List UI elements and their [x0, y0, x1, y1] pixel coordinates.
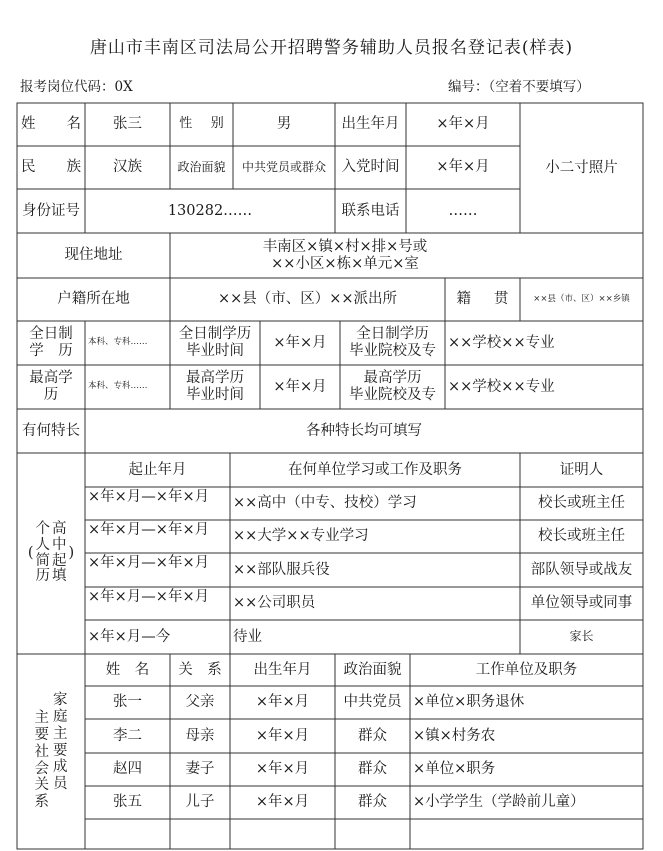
politics-label: 政治面貌 [177, 159, 226, 174]
family-birth: ×年×月 [255, 694, 310, 711]
resume-period: ×年×月—×年×月 [88, 522, 210, 538]
family-politics: 群众 [358, 761, 387, 778]
party-date-label: 入党时间 [341, 159, 400, 176]
native-label: 籍 贯 [456, 291, 509, 308]
family-name: 张一 [113, 694, 142, 711]
resume-unit: ××高中（中专、技校）学习 [233, 495, 417, 512]
name-value: 张三 [113, 116, 142, 133]
resume-unit: 待业 [233, 628, 262, 645]
hukou-value: ××县（市、区）××派出所 [217, 291, 398, 308]
gender-value: 男 [276, 116, 292, 133]
phone-label: 联系电话 [341, 202, 400, 219]
family-work: ×小学学生（学龄前儿童） [413, 794, 585, 811]
family-side-label: 主 要 社 会 关 系 家 庭 主 要 成 员 [34, 692, 68, 810]
resume-unit: ××公司职员 [233, 595, 316, 612]
family-birth: ×年×月 [255, 727, 310, 744]
family-politics: 群众 [358, 727, 387, 744]
family-birth: ×年×月 [255, 794, 310, 811]
resume-header-unit: 在何单位学习或工作及职务 [288, 461, 462, 478]
resume-witness: 单位领导或同事 [530, 595, 633, 612]
family-header-work: 工作单位及职务 [475, 661, 578, 678]
highest-school-label: 最高学历 毕业院校及专 [349, 370, 436, 403]
party-date-value: ×年×月 [436, 159, 490, 176]
family-relation: 儿子 [185, 794, 215, 811]
native-value: ××县（市、区）××乡镇 [533, 293, 630, 304]
resume-period: ×年×月—今 [88, 628, 171, 645]
resume-witness: 家长 [569, 629, 594, 644]
birth-label: 出生年月 [341, 116, 400, 133]
family-work: ×单位×职务退休 [413, 694, 525, 711]
fulltime-grad-label: 全日制学历 毕业时间 [178, 326, 252, 359]
fulltime-edu-label: 全日制 学 历 [29, 326, 73, 359]
family-relation: 父亲 [185, 694, 215, 711]
position-code: 报考岗位代码：0X [20, 79, 133, 95]
skills-label: 有何特长 [22, 422, 80, 439]
fulltime-edu-value: 本科、专科…… [88, 337, 148, 348]
resume-witness: 校长或班主任 [538, 495, 625, 512]
resume-period: ×年×月—×年×月 [88, 489, 210, 505]
phone-value: …… [448, 202, 478, 219]
name-label: 姓 名 [21, 116, 81, 133]
family-header-relation: 关 系 [178, 661, 222, 678]
ethnic-label: 民 族 [21, 159, 81, 176]
id-value: 130282…… [167, 202, 253, 219]
resume-period: ×年×月—×年×月 [88, 589, 210, 605]
resume-witness: 校长或班主任 [538, 528, 625, 545]
id-label: 身份证号 [22, 202, 80, 219]
fulltime-grad-value: ×年×月 [273, 334, 327, 351]
family-work: ×镇×村务农 [413, 727, 496, 744]
highest-edu-value: 本科、专科…… [88, 381, 148, 392]
family-name: 赵四 [113, 761, 142, 778]
family-birth: ×年×月 [255, 761, 310, 778]
resume-header-witness: 证明人 [559, 461, 604, 478]
serial-number: 编号：（空着不要填写） [448, 79, 590, 95]
fulltime-school-value: ××学校××专业 [448, 334, 555, 351]
family-header-politics: 政治面貌 [343, 661, 402, 678]
politics-value: 中共党员或群众 [241, 159, 326, 174]
gender-label: 性 别 [179, 116, 224, 132]
resume-witness: 部队领导或战友 [530, 561, 633, 578]
birth-value: ×年×月 [436, 116, 490, 133]
family-politics: 中共党员 [343, 694, 402, 711]
family-relation: 母亲 [185, 727, 215, 744]
resume-header-period: 起止年月 [128, 461, 187, 478]
family-name: 张五 [113, 794, 142, 811]
resume-unit: ××部队服兵役 [233, 561, 330, 578]
hukou-label: 户籍所在地 [57, 291, 130, 308]
highest-grad-label: 最高学历 毕业时间 [186, 370, 244, 403]
address-label: 现住地址 [64, 247, 123, 264]
form-title: 唐山市丰南区司法局公开招聘警务辅助人员报名登记表(样表) [89, 38, 574, 58]
family-name: 李二 [113, 727, 142, 744]
family-politics: 群众 [358, 794, 387, 811]
highest-edu-label: 最高学 历 [29, 370, 73, 403]
address-value: 丰南区×镇×村×排×号或 ××小区×栋×单元×室 [262, 238, 428, 272]
family-work: ×单位×职务 [413, 761, 496, 778]
resume-unit: ××大学××专业学习 [233, 528, 369, 545]
fulltime-school-label: 全日制学历 毕业院校及专 [349, 326, 436, 359]
ethnic-value: 汉族 [113, 159, 142, 176]
highest-grad-value: ×年×月 [273, 378, 327, 395]
family-relation: 妻子 [185, 761, 215, 778]
family-header-name: 姓 名 [105, 661, 150, 678]
skills-value: 各种特长均可填写 [306, 422, 422, 439]
highest-school-value: ××学校××专业 [448, 378, 555, 395]
photo-placeholder: 小二寸照片 [545, 159, 618, 176]
family-header-birth: 出生年月 [253, 661, 312, 678]
resume-period: ×年×月—×年×月 [88, 555, 210, 571]
resume-side-label: ( 个 人 简 历 高 中 起 填 ) [27, 520, 75, 585]
